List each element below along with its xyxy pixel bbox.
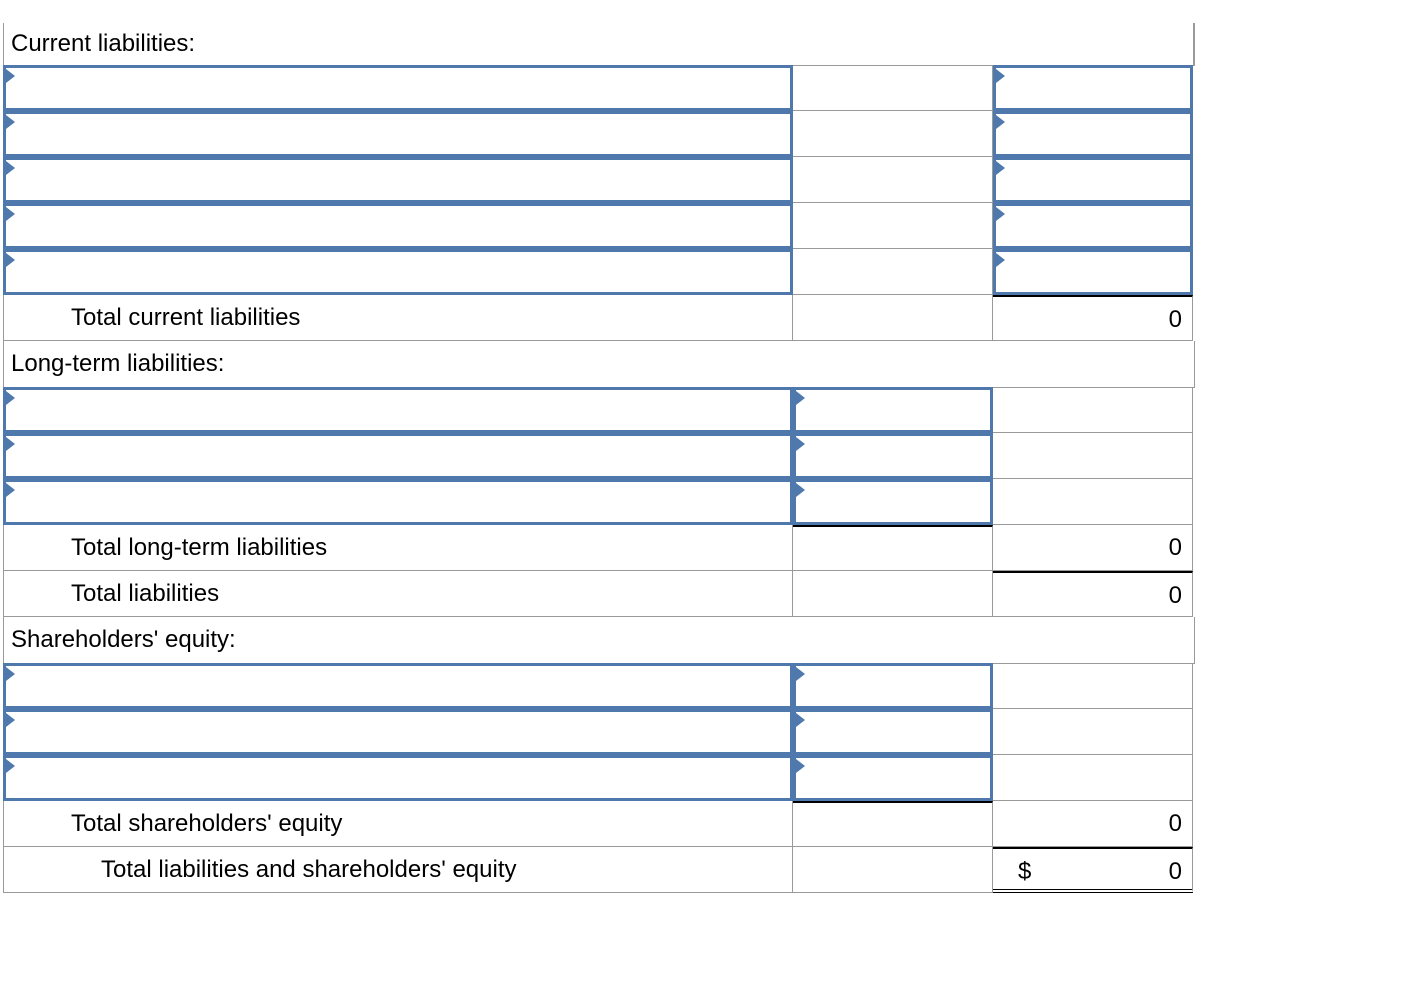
long-term-liability-row — [3, 433, 1193, 479]
total-current-liabilities-value-cell — [993, 295, 1193, 341]
shareholders-equity-heading-row — [3, 617, 1195, 664]
equity-amount-dropdown[interactable] — [793, 709, 993, 755]
total-liabilities-blank-cell — [793, 571, 993, 617]
grand-total-row — [3, 847, 1193, 893]
equity-amount-dropdown[interactable] — [793, 755, 993, 801]
total-shareholders-equity-value: 0 — [1168, 810, 1182, 837]
equity-account-input[interactable] — [16, 714, 790, 752]
dropdown-arrow-icon — [6, 115, 15, 129]
total-shareholders-equity-value-cell — [993, 801, 1193, 847]
long-term-liability-account-input[interactable] — [16, 392, 790, 430]
equity-blank-cell — [993, 755, 1193, 801]
current-liability-account-dropdown[interactable] — [3, 249, 793, 295]
current-liability-account-input[interactable] — [16, 254, 790, 292]
long-term-liability-amount-input[interactable] — [806, 484, 990, 522]
equity-row — [3, 709, 1193, 755]
dropdown-arrow-icon — [6, 253, 15, 267]
long-term-liability-amount-dropdown[interactable] — [793, 387, 993, 433]
grand-total-label: Total liabilities and shareholders' equity — [101, 856, 517, 883]
current-liability-blank-cell — [793, 111, 993, 157]
long-term-liability-account-dropdown[interactable] — [3, 433, 793, 479]
total-current-liabilities-value: 0 — [1168, 306, 1182, 333]
equity-amount-input[interactable] — [806, 760, 990, 798]
dropdown-arrow-icon — [996, 253, 1005, 267]
dropdown-arrow-icon — [796, 391, 805, 405]
grand-total-value-cell — [993, 847, 1193, 893]
long-term-liability-row — [3, 479, 1193, 525]
current-liability-blank-cell — [793, 65, 993, 111]
long-term-liability-account-input[interactable] — [16, 484, 790, 522]
dropdown-arrow-icon — [6, 207, 15, 221]
current-liability-account-dropdown[interactable] — [3, 203, 793, 249]
total-long-term-liabilities-label: Total long-term liabilities — [71, 534, 328, 561]
equity-amount-dropdown[interactable] — [793, 663, 993, 709]
current-liability-row — [3, 249, 1193, 295]
long-term-liability-amount-dropdown[interactable] — [793, 433, 993, 479]
equity-blank-cell — [993, 709, 1193, 755]
current-liability-row — [3, 111, 1193, 157]
current-liability-amount-input[interactable] — [1006, 70, 1190, 108]
total-long-term-liabilities-value: 0 — [1168, 534, 1182, 561]
total-long-term-liabilities-row — [3, 525, 1193, 571]
current-liabilities-heading-row — [3, 23, 1195, 66]
long-term-liability-row — [3, 387, 1193, 433]
dropdown-arrow-icon — [6, 391, 15, 405]
dropdown-arrow-icon — [6, 759, 15, 773]
current-liability-account-dropdown[interactable] — [3, 111, 793, 157]
current-liability-blank-cell — [793, 249, 993, 295]
current-liabilities-heading: Current liabilities: — [11, 30, 196, 57]
current-liability-amount-dropdown[interactable] — [993, 249, 1193, 295]
dropdown-arrow-icon — [796, 667, 805, 681]
equity-account-dropdown[interactable] — [3, 709, 793, 755]
long-term-liability-blank-cell — [993, 387, 1193, 433]
equity-account-input[interactable] — [16, 668, 790, 706]
dropdown-arrow-icon — [6, 713, 15, 727]
total-long-term-liabilities-value-cell — [993, 525, 1193, 571]
total-long-term-liabilities-label-cell — [3, 525, 793, 571]
current-liability-account-input[interactable] — [16, 162, 790, 200]
total-current-liabilities-label: Total current liabilities — [71, 304, 301, 331]
current-liability-amount-dropdown[interactable] — [993, 157, 1193, 203]
current-liability-amount-dropdown[interactable] — [993, 65, 1193, 111]
equity-row — [3, 663, 1193, 709]
dropdown-arrow-icon — [796, 713, 805, 727]
current-liability-account-dropdown[interactable] — [3, 157, 793, 203]
equity-account-dropdown[interactable] — [3, 663, 793, 709]
equity-amount-input[interactable] — [806, 714, 990, 752]
current-liability-row — [3, 203, 1193, 249]
grand-total-value: 0 — [1168, 858, 1182, 885]
current-liability-blank-cell — [793, 157, 993, 203]
dropdown-arrow-icon — [6, 161, 15, 175]
current-liability-amount-dropdown[interactable] — [993, 203, 1193, 249]
total-current-liabilities-row — [3, 295, 1193, 341]
long-term-liability-blank-cell — [993, 433, 1193, 479]
total-shareholders-equity-row — [3, 801, 1193, 847]
equity-account-dropdown[interactable] — [3, 755, 793, 801]
dropdown-arrow-icon — [996, 115, 1005, 129]
dropdown-arrow-icon — [6, 69, 15, 83]
long-term-liability-amount-input[interactable] — [806, 438, 990, 476]
shareholders-equity-heading: Shareholders' equity: — [11, 626, 236, 653]
dropdown-arrow-icon — [796, 437, 805, 451]
long-term-liability-amount-dropdown[interactable] — [793, 479, 993, 525]
current-liability-account-input[interactable] — [16, 70, 790, 108]
total-liabilities-label-cell — [3, 571, 793, 617]
current-liability-row — [3, 65, 1193, 111]
current-liability-amount-input[interactable] — [1006, 254, 1190, 292]
grand-total-blank-cell — [793, 847, 993, 893]
total-long-term-liabilities-blank-cell — [793, 525, 993, 571]
total-shareholders-equity-blank-cell — [793, 801, 993, 847]
total-liabilities-row — [3, 571, 1193, 617]
current-liability-account-input[interactable] — [16, 208, 790, 246]
current-liability-amount-input[interactable] — [1006, 162, 1190, 200]
long-term-liability-account-dropdown[interactable] — [3, 479, 793, 525]
equity-account-input[interactable] — [16, 760, 790, 798]
equity-blank-cell — [993, 663, 1193, 709]
dropdown-arrow-icon — [796, 759, 805, 773]
total-current-liabilities-blank-cell — [793, 295, 993, 341]
current-liability-row — [3, 157, 1193, 203]
long-term-liability-account-dropdown[interactable] — [3, 387, 793, 433]
total-liabilities-label: Total liabilities — [71, 580, 220, 607]
current-liability-amount-dropdown[interactable] — [993, 111, 1193, 157]
equity-amount-input[interactable] — [806, 668, 990, 706]
dropdown-arrow-icon — [6, 437, 15, 451]
dropdown-arrow-icon — [6, 483, 15, 497]
table-right-edge — [1193, 23, 1194, 65]
total-current-liabilities-label-cell — [3, 295, 793, 341]
long-term-liabilities-heading: Long-term liabilities: — [11, 350, 225, 377]
equity-row — [3, 755, 1193, 801]
currency-symbol: $ — [1018, 858, 1032, 885]
long-term-liabilities-heading-row — [3, 341, 1195, 388]
current-liability-amount-input[interactable] — [1006, 208, 1190, 246]
dropdown-arrow-icon — [996, 69, 1005, 83]
dropdown-arrow-icon — [996, 207, 1005, 221]
total-shareholders-equity-label: Total shareholders' equity — [71, 810, 343, 837]
long-term-liability-amount-input[interactable] — [806, 392, 990, 430]
current-liability-blank-cell — [793, 203, 993, 249]
current-liability-amount-input[interactable] — [1006, 116, 1190, 154]
total-liabilities-value: 0 — [1168, 582, 1182, 609]
grand-total-label-cell — [3, 847, 793, 893]
total-shareholders-equity-label-cell — [3, 801, 793, 847]
long-term-liability-account-input[interactable] — [16, 438, 790, 476]
current-liability-account-input[interactable] — [16, 116, 790, 154]
dropdown-arrow-icon — [6, 667, 15, 681]
long-term-liability-blank-cell — [993, 479, 1193, 525]
current-liability-account-dropdown[interactable] — [3, 65, 793, 111]
total-liabilities-value-cell — [993, 571, 1193, 617]
dropdown-arrow-icon — [796, 483, 805, 497]
dropdown-arrow-icon — [996, 161, 1005, 175]
